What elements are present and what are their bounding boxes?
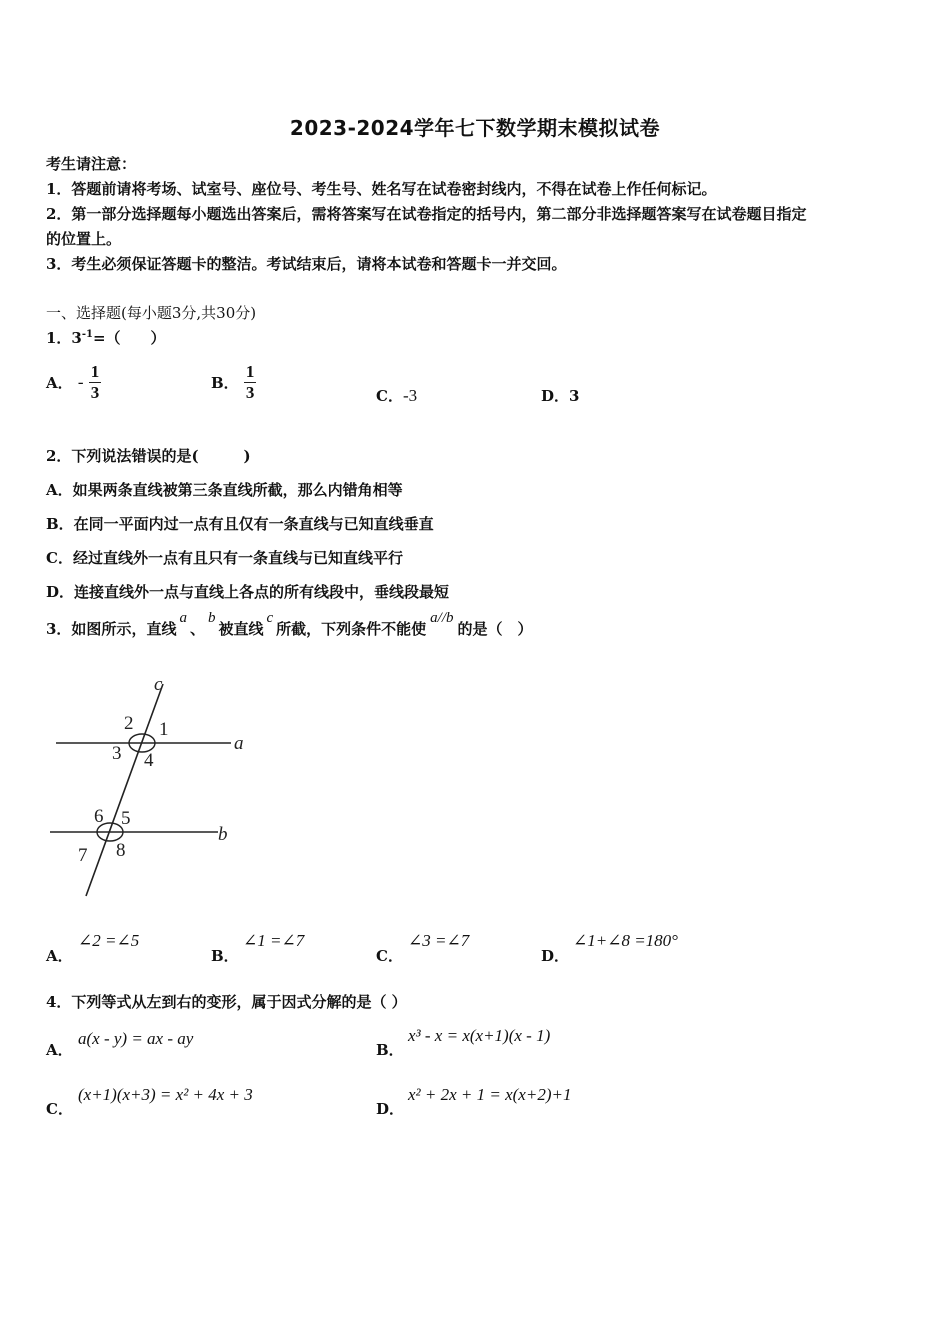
- q4-option-a-label: A．: [46, 1041, 73, 1059]
- q3-option-b-label: B．: [211, 947, 239, 965]
- notice-item-2: 2．第一部分选择题每小题选出答案后，需将答案写在试卷指定的括号内，第二部分非选择题答案写在试卷题目指定: [46, 205, 807, 223]
- question-2-stem: 2．下列说法错误的是( ): [46, 447, 251, 465]
- label-a: a: [234, 733, 244, 754]
- label-5: 5: [121, 808, 131, 829]
- q4-option-c-label: C．: [46, 1100, 73, 1118]
- q4-option-b-label: B．: [376, 1041, 404, 1059]
- q2-option-a: A．如果两条直线被第三条直线所截，那么内错角相等: [46, 481, 403, 499]
- page-title: 2023-2024学年七下数学期末模拟试卷: [289, 116, 661, 140]
- label-7: 7: [78, 845, 88, 866]
- question-4-stem: 4．下列等式从左到右的变形，属于因式分解的是（ ）: [46, 993, 407, 1011]
- q3-option-d-label: D．: [541, 947, 570, 965]
- q4-option-c-expr: (x+1)(x+3) = x² + 4x + 3: [78, 1085, 253, 1104]
- q4-option-d-label: D．: [376, 1100, 405, 1118]
- q1-option-b: B． $\frac{1}{3}$: [211, 362, 255, 402]
- label-4: 4: [144, 750, 154, 771]
- notice-item-3: 3．考生必须保证答题卡的整洁。考试结束后，请将本试卷和答题卡一并交回。: [46, 255, 567, 273]
- label-6: 6: [94, 806, 104, 827]
- q3-option-b-expr: ∠1 =∠7: [243, 931, 305, 950]
- label-8: 8: [116, 840, 126, 861]
- q2-option-b: B．在同一平面内过一点有且仅有一条直线与已知直线垂直: [46, 515, 434, 533]
- q4-option-d-expr: x² + 2x + 1 = x(x+2)+1: [408, 1085, 572, 1104]
- q1-option-d: D．3: [541, 387, 580, 405]
- q3-option-c-label: C．: [376, 947, 403, 965]
- label-c: c: [154, 674, 163, 695]
- label-3: 3: [112, 743, 122, 764]
- section-heading: 一、选择题(每小题3分,共30分): [46, 304, 257, 322]
- q1-option-c: C．-3: [376, 386, 418, 405]
- notice-heading: 考生请注意：: [46, 155, 137, 173]
- label-b: b: [218, 824, 228, 845]
- q3-option-c-expr: ∠3 =∠7: [408, 931, 470, 950]
- q3-option-d-expr: ∠1+∠8 =180°: [573, 931, 678, 950]
- label-1: 1: [159, 719, 169, 740]
- label-2: 2: [124, 713, 134, 734]
- notice-item-1: 1．答题前请将考场、试室号、座位号、考生号、姓名写在试卷密封线内，不得在试卷上作任何标记。: [46, 180, 717, 198]
- parallel-lines-figure: [46, 672, 250, 900]
- q1-option-a: A． - $\frac{1}{3}$: [46, 362, 100, 402]
- question-3-stem: 3．如图所示，直线a、b被直线c所截，下列条件不能使a//b的是（ ）: [46, 610, 533, 638]
- question-1-stem: 1．$3^{-1}=$（ ）: [46, 329, 166, 347]
- notice-item-2-cont: 的位置上。: [46, 230, 122, 248]
- q2-option-d: D．连接直线外一点与直线上各点的所有线段中，垂线段最短: [46, 583, 450, 601]
- q4-option-a-expr: a(x - y) = ax - ay: [78, 1029, 194, 1048]
- q3-option-a-expr: ∠2 =∠5: [78, 931, 140, 950]
- q4-option-b-expr: x³ - x = x(x+1)(x - 1): [408, 1026, 551, 1045]
- q3-option-a-label: A．: [46, 947, 73, 965]
- q2-option-c: C．经过直线外一点有且只有一条直线与已知直线平行: [46, 549, 403, 567]
